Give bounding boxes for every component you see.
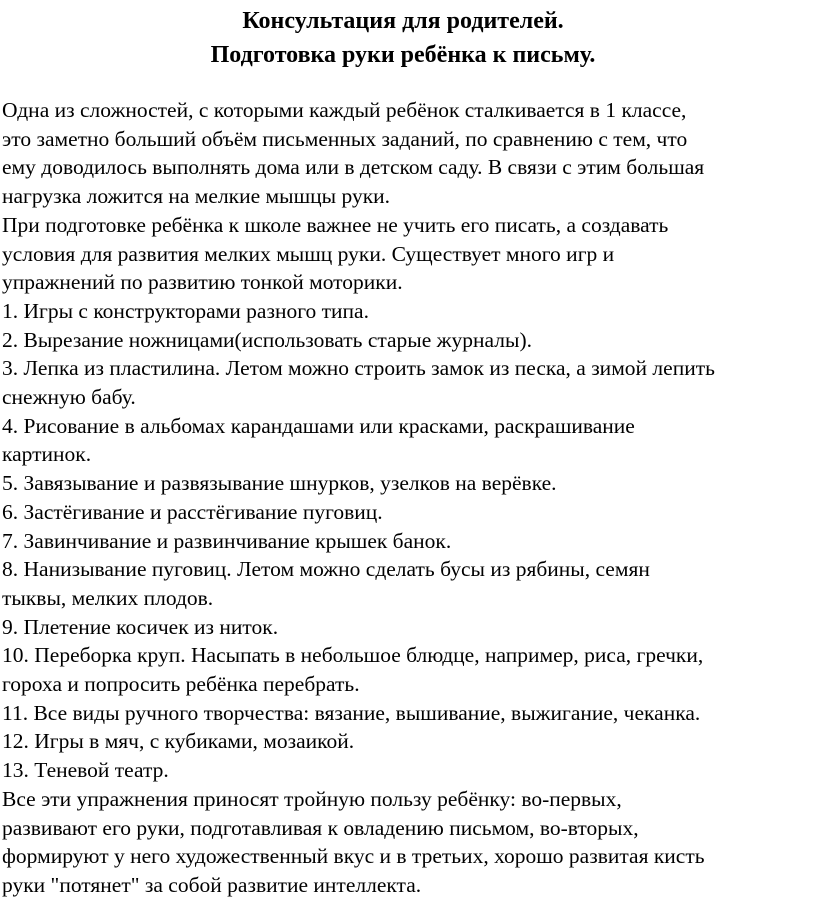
text-line: 7. Завинчивание и развинчивание крышек банок. — [2, 528, 452, 553]
text-line: 1. Игры с конструкторами разного типа. — [2, 298, 369, 323]
title-line-1: Консультация для родителей. — [242, 8, 564, 34]
text-line: 11. Все виды ручного творчества: вязание, вышивание, выжигание, чеканка. — [2, 700, 701, 725]
text-line: это заметно больший объём письменных заданий, по сравнению с тем, что — [2, 126, 688, 151]
text-line: При подготовке ребёнка к школе важнее не учить его писать, а создавать — [2, 212, 669, 237]
text-line: руки "потянет" за собой развитие интеллекта. — [2, 872, 422, 897]
text-line: Одна из сложностей, с которыми каждый ребёнок сталкивается в 1 классе, — [2, 98, 687, 122]
text-line: ему доводилось выполнять дома или в детском саду. В связи с этим большая — [2, 155, 705, 180]
text-line: упражнений по развитию тонкой моторики. — [2, 270, 403, 295]
text-line: 13. Теневой театр. — [2, 758, 169, 783]
text-line: формируют у него художественный вкус и в третьих, хорошо развитая кисть — [2, 844, 705, 869]
text-line: 9. Плетение косичек из ниток. — [2, 614, 279, 639]
text-line: 2. Вырезание ножницами(использовать старые журналы). — [2, 327, 532, 352]
text-line: гороха и попросить ребёнка перебрать. — [2, 672, 360, 697]
text-line: 5. Завязывание и развязывание шнурков, узелков на верёвке. — [2, 471, 557, 496]
text-line: тыквы, мелких плодов. — [2, 585, 214, 610]
text-line: 6. Застёгивание и расстёгивание пуговиц. — [2, 499, 383, 524]
text-line: 12. Игры в мяч, с кубиками, мозаикой. — [2, 729, 355, 754]
text-line: нагрузка ложится на мелкие мышцы руки. — [2, 184, 391, 209]
text-line: снежную бабу. — [2, 385, 136, 410]
document-title — [2, 4, 804, 72]
text-line: развивают его руки, подготавливая к овладению письмом, во-вторых, — [2, 815, 639, 840]
text-line: Все эти упражнения приносят тройную пользу ребёнку: во-первых, — [2, 786, 622, 811]
text-line: 10. Переборка круп. Насыпать в небольшое блюдце, например, риса, гречки, — [2, 643, 704, 668]
title-line-2: Подготовка руки ребёнка к письму. — [210, 42, 596, 68]
text-line: условия для развития мелких мышц руки. Существует много игр и — [2, 241, 615, 266]
text-line: 8. Нанизывание пуговиц. Летом можно сделать бусы из рябины, семян — [2, 557, 650, 582]
text-line: 4. Рисование в альбомах карандашами или красками, раскрашивание — [2, 413, 635, 438]
document-body — [2, 96, 804, 900]
text-line: 3. Лепка из пластилина. Летом можно строить замок из песка, а зимой лепить — [2, 356, 715, 381]
text-line: картинок. — [2, 442, 92, 467]
